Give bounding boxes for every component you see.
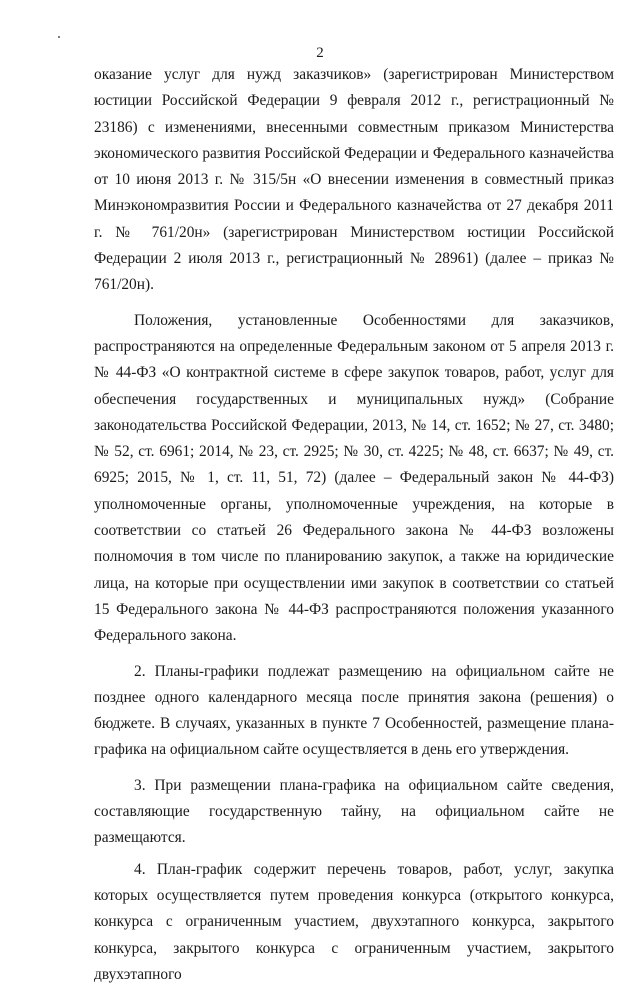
paragraph-item-3: 3. При размещении плана-графика на официальном сайте сведения, составляющие государственную тайну, на официальном сайте не размещаются. [94,776,614,847]
page-number: 2 [316,45,324,61]
paragraph-item-2: 2. Планы-графики подлежат размещению на официальном сайте не позднее одного календарного месяца после принятия закона (решения) о бюджете. В случаях, указанных в пункте 7 Особенностей, размещение плана-графика на официальном сайте осуществляется в день его утверждения. [94,662,614,759]
paragraph-order-reference: оказание услуг для нужд заказчиков» (зарегистрирован Министерством юстиции Российской Федерации 9 февраля 2012 г., регистрационный № 23186) с изменениями, внесенными совместным приказом Министерства экономического развития Российской Федерации и Федерального казначейства от 10 июня 2013 г. № 315/5н «О внесении изменения в совместный приказ Минэкономразвития России и Федерального казначейства от 27 декабря 2011 г. № 761/20н» (зарегистрирован Министерством юстиции Российской Федерации 2 июля 2013 г., регистрационный № 28961) (далее – приказ № 761/20н). [94,66,614,294]
document-body [94,62,614,988]
scan-speck [58,36,60,38]
paragraph-item-4: 4. План-график содержит перечень товаров, работ, услуг, закупка которых осуществляется путем проведения конкурса (открытого конкурса, конкурса с ограниченным участием, двухэтапного конкурса, закрытого конкурса, закрытого конкурса с ограниченным участием, закрытого двухэтапного [94,860,614,983]
paragraph-provisions: Положения, установленные Особенностями для заказчиков, распространяются на определенные Федеральным законом от 5 апреля 2013 г. № 44-ФЗ «О контрактной системе в сфере закупок товаров, работ, услуг для обеспечения государственных и муниципальных нужд» (Собрание законодательства Российской Федерации, 2013, № 14, ст. 1652; № 27, ст. 3480; № 52, ст. 6961; 2014, № 23, ст. 2925; № 30, ст. 4225; № 48, ст. 6637; № 49, ст. 6925; 2015, № 1, ст. 11, 51, 72) (далее – Федеральный закон № 44-ФЗ) уполномоченные органы, уполномоченные учреждения, на которые в соответствии со статьей 26 Федерального закона № 44-ФЗ возложены полномочия в том числе по планированию закупок, а также на юридические лица, на которые при осуществлении ими закупок в соответствии со статьей 15 Федерального закона № 44-ФЗ распространяются положения указанного Федерального закона. [94,311,614,645]
